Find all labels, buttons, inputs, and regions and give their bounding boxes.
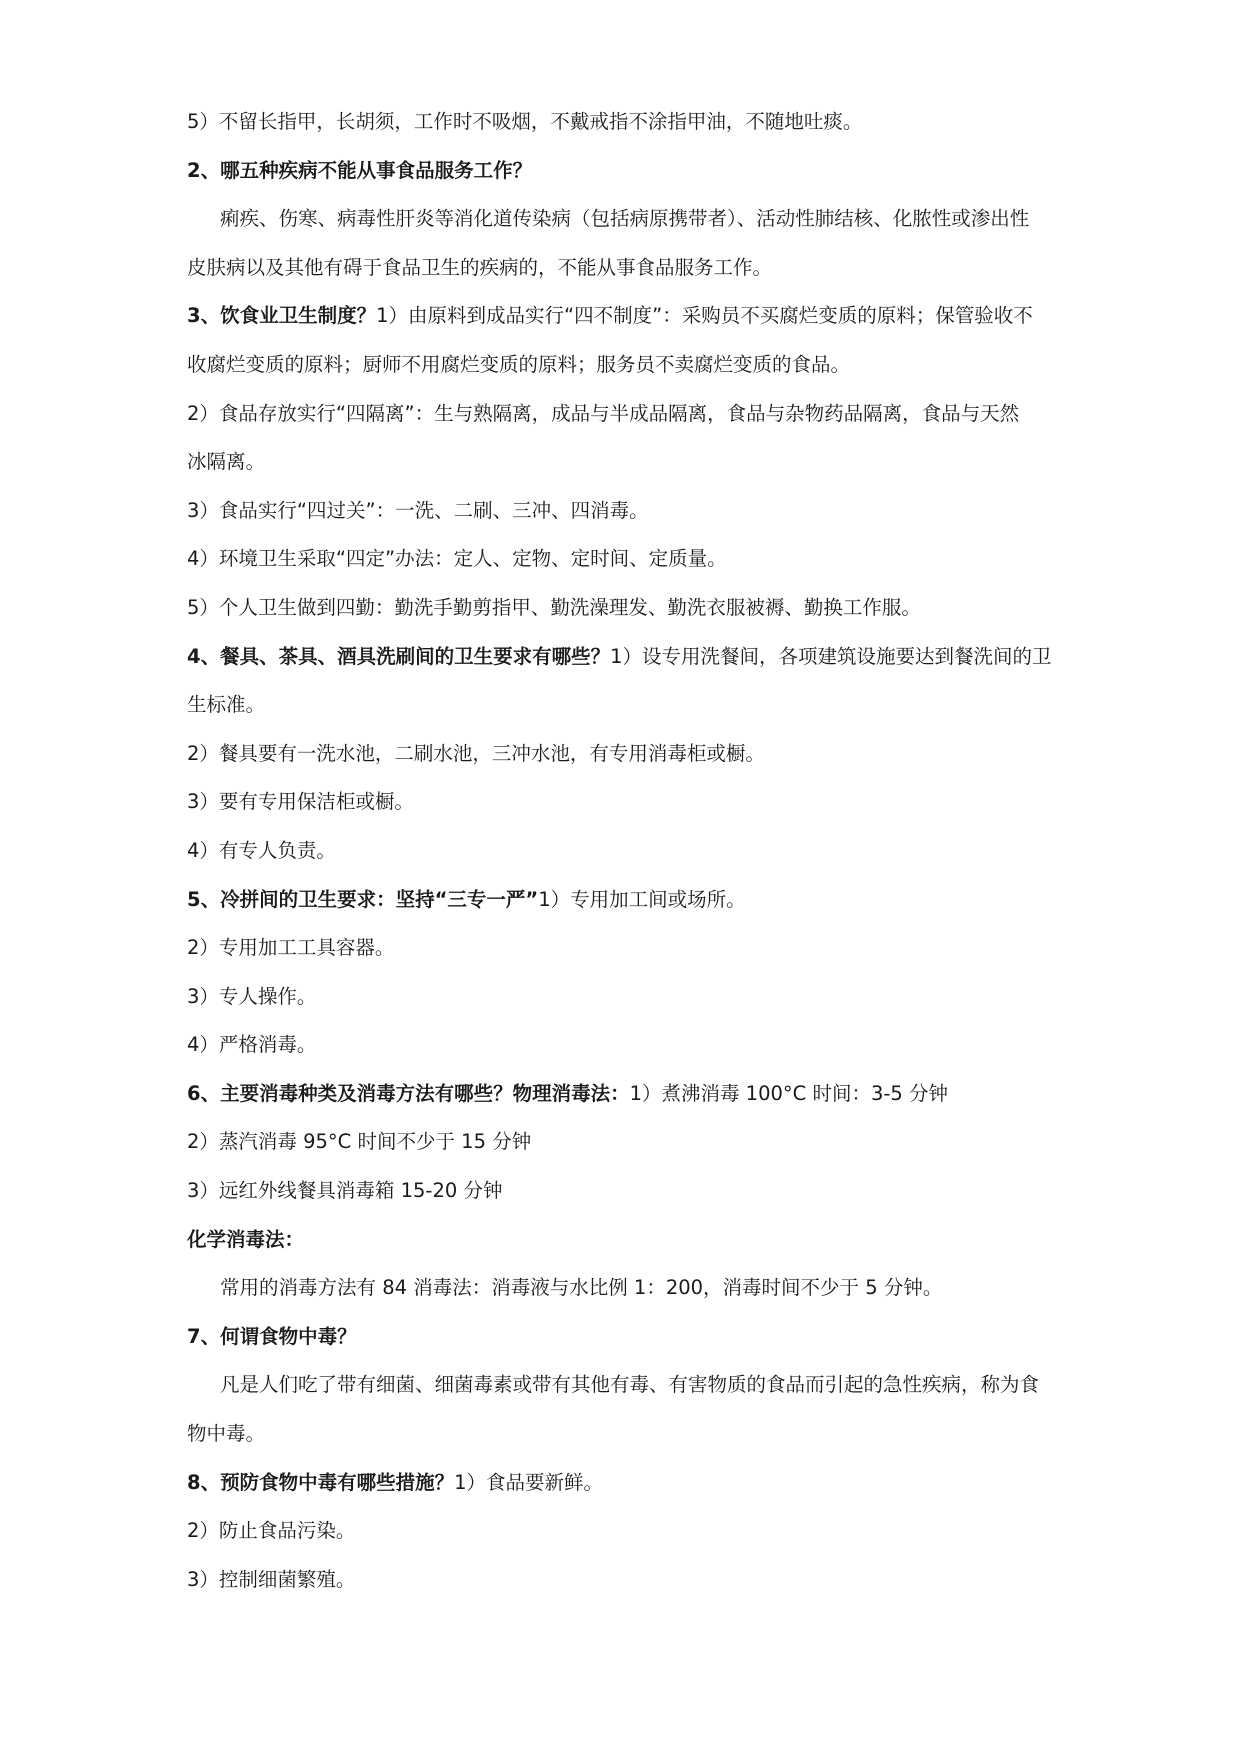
body-text: 4）严格消毒。	[187, 1033, 317, 1057]
text-line	[187, 1118, 1142, 1167]
text-line	[187, 1264, 1142, 1313]
body-text: 常用的消毒方法有 84 消毒法：消毒液与水比例 1：200，消毒时间不少于 5 分钟。	[220, 1276, 943, 1300]
text-line	[187, 973, 1142, 1022]
text-line	[187, 1507, 1142, 1556]
heading-text: 5、冷拼间的卫生要求：坚持“三专一严”	[187, 887, 539, 911]
heading-text: 6、主要消毒种类及消毒方法有哪些？物理消毒法：	[187, 1081, 630, 1105]
body-text: 3）食品实行“四过关”：一洗、二刷、三冲、四消毒。	[187, 498, 649, 522]
text-line	[187, 827, 1142, 876]
body-text: 1）设专用洗餐间，各项建筑设施要达到餐洗间的卫	[610, 644, 1052, 668]
heading-text: 4、餐具、茶具、酒具洗刷间的卫生要求有哪些？	[187, 644, 611, 668]
body-text: 收腐烂变质的原料；厨师不用腐烂变质的原料；服务员不卖腐烂变质的食品。	[187, 352, 851, 376]
body-text: 2）防止食品污染。	[187, 1519, 356, 1543]
text-line	[187, 876, 1142, 925]
body-text: 冰隔离。	[187, 450, 266, 474]
body-text: 5）个人卫生做到四勤：勤洗手勤剪指甲、勤洗澡理发、勤洗衣服被褥、勤换工作服。	[187, 595, 921, 619]
body-text: 2）食品存放实行“四隔离”：生与熟隔离，成品与半成品隔离，食品与杂物药品隔离，食品与天然	[187, 401, 1020, 425]
body-text: 3）控制细菌繁殖。	[187, 1567, 356, 1591]
text-line	[187, 535, 1142, 584]
body-text: 皮肤病以及其他有碍于食品卫生的疾病的，不能从事食品服务工作。	[187, 255, 773, 279]
text-line	[187, 584, 1142, 633]
body-text: 痢疾、伤寒、病毒性肝炎等消化道传染病（包括病原携带者）、活动性肺结核、化脓性或渗出性	[220, 207, 1030, 231]
body-text: 1）由原料到成品实行“四不制度”：采购员不买腐烂变质的原料；保管验收不	[376, 304, 1033, 328]
body-text: 5）不留长指甲，长胡须，工作时不吸烟，不戴戒指不涂指甲油，不随地吐痰。	[187, 110, 863, 133]
heading-text: 化学消毒法：	[187, 1227, 305, 1251]
text-line	[187, 487, 1142, 536]
body-text: 凡是人们吃了带有细菌、细菌毒素或带有其他有毒、有害物质的食品而引起的急性疾病，称为食	[220, 1373, 1040, 1397]
text-line	[187, 341, 1142, 390]
text-line	[187, 924, 1142, 973]
text-line	[187, 390, 1142, 439]
document-page	[187, 98, 1142, 1604]
body-text: 3）专人操作。	[187, 984, 317, 1008]
body-text: 3）要有专用保洁柜或橱。	[187, 790, 414, 814]
body-text: 1）食品要新鲜。	[454, 1470, 603, 1494]
body-text: 2）餐具要有一洗水池，二刷水池，三冲水池，有专用消毒柜或橱。	[187, 741, 765, 765]
body-text: 3）远红外线餐具消毒箱 15-20 分钟	[187, 1179, 503, 1203]
text-line	[187, 438, 1142, 487]
heading-text: 7、何谓食物中毒？	[187, 1324, 357, 1348]
text-line	[187, 778, 1142, 827]
text-line	[187, 147, 1142, 196]
text-line	[187, 633, 1142, 682]
text-line	[187, 244, 1142, 293]
text-line	[187, 1361, 1142, 1410]
heading-text: 3、饮食业卫生制度？	[187, 304, 377, 328]
body-text: 4）环境卫生采取“四定”办法：定人、定物、定时间、定质量。	[187, 547, 727, 571]
text-line	[187, 1410, 1142, 1459]
text-line	[187, 730, 1142, 779]
text-line	[187, 1167, 1142, 1216]
body-text: 1）专用加工间或场所。	[538, 887, 746, 911]
text-line	[187, 681, 1142, 730]
text-line	[187, 195, 1142, 244]
heading-text: 2、哪五种疾病不能从事食品服务工作？	[187, 158, 533, 182]
text-line	[187, 1070, 1142, 1119]
text-line	[187, 1313, 1142, 1362]
text-line	[187, 292, 1142, 341]
text-line	[187, 1556, 1142, 1605]
body-text: 物中毒。	[187, 1422, 266, 1446]
body-text: 2）专用加工工具容器。	[187, 936, 395, 960]
text-line	[187, 1021, 1142, 1070]
text-line	[187, 1216, 1142, 1265]
text-line	[187, 98, 1142, 147]
body-text: 生标准。	[187, 693, 266, 717]
text-line	[187, 1459, 1142, 1508]
heading-text: 8、预防食物中毒有哪些措施？	[187, 1470, 455, 1494]
body-text: 1）煮沸消毒 100°C 时间：3-5 分钟	[629, 1081, 949, 1105]
body-text: 2）蒸汽消毒 95°C 时间不少于 15 分钟	[187, 1130, 532, 1154]
body-text: 4）有专人负责。	[187, 838, 336, 862]
